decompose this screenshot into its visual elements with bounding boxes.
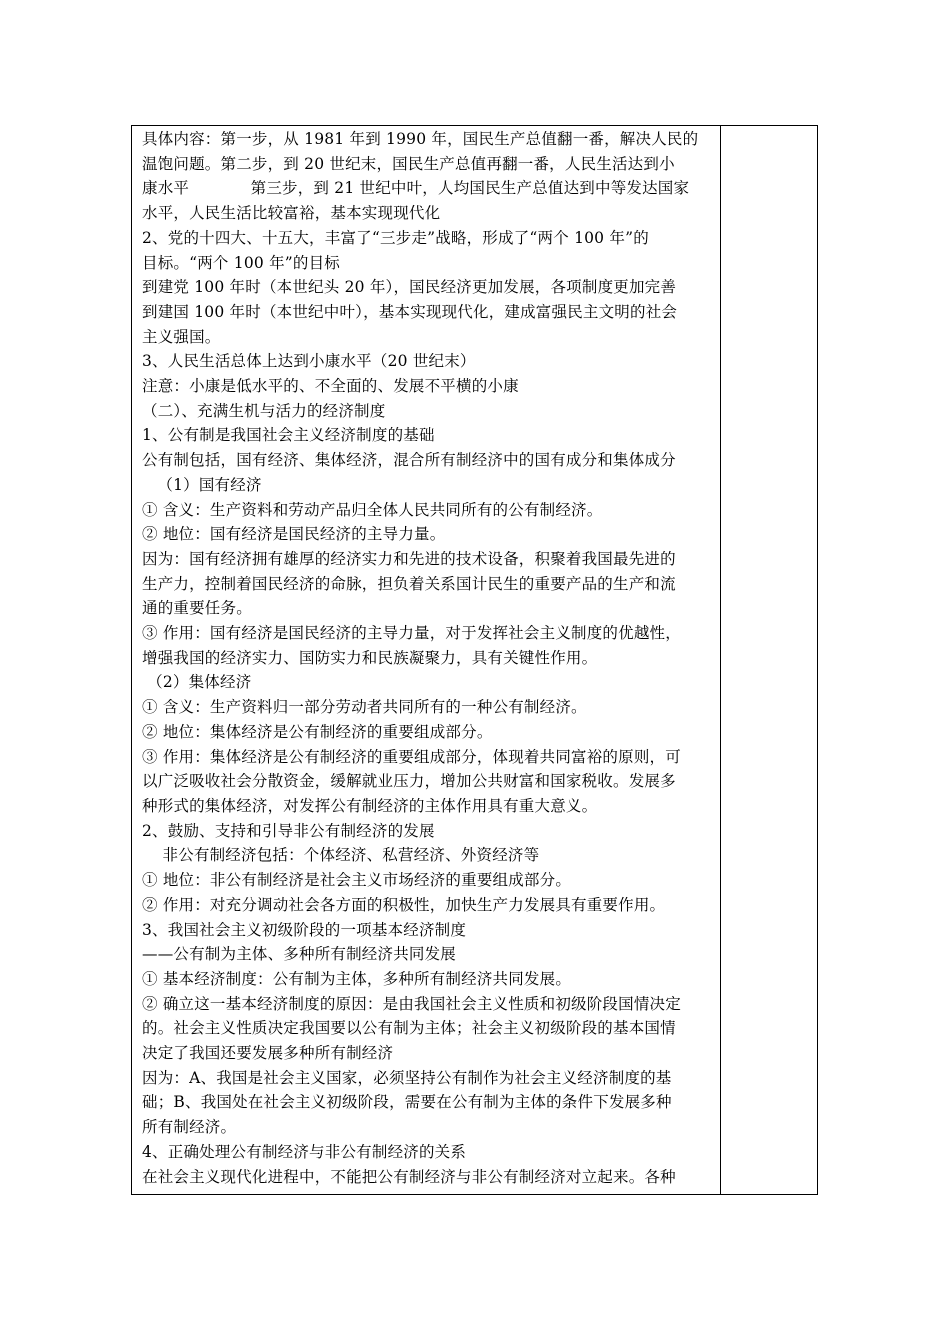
text-line: 到建党 100 年时（本世纪头 20 年），国民经济更加发展，各项制度更加完善 bbox=[142, 278, 677, 297]
text-line: 生产力，控制着国民经济的命脉，担负着关系国计民生的重要产品的生产和流 bbox=[142, 574, 676, 593]
text-line: 种形式的集体经济，对发挥公有制经济的主体作用具有重大意义。 bbox=[142, 796, 598, 815]
lesson-content bbox=[142, 127, 720, 1189]
text-line: 具体内容：第一步，从 1981 年到 1990 年，国民生产总值翻一番，解决人民的 bbox=[142, 130, 699, 148]
text-line: ② 地位：集体经济是公有制经济的重要组成部分。 bbox=[142, 722, 493, 741]
text-line: ② 确立这一基本经济制度的原因：是由我国社会主义性质和初级阶段国情决定 bbox=[142, 994, 681, 1013]
text-line: 3、人民生活总体上达到小康水平（20 世纪末） bbox=[142, 352, 476, 371]
text-line: 目标。“两个 100 年”的目标 bbox=[142, 253, 340, 272]
text-line: 2、鼓励、支持和引导非公有制经济的发展 bbox=[142, 821, 435, 840]
text-line: ① 地位：非公有制经济是社会主义市场经济的重要组成部分。 bbox=[142, 871, 572, 890]
text-line: 主义强国。 bbox=[142, 327, 221, 346]
text-line: 通的重要任务。 bbox=[142, 599, 252, 618]
text-line: ① 含义：生产资料和劳动产品归全体人民共同所有的公有制经济。 bbox=[142, 500, 603, 519]
text-line: 增强我国的经济实力、国防实力和民族凝聚力，具有关键性作用。 bbox=[142, 648, 598, 667]
text-line: ③ 作用：集体经济是公有制经济的重要组成部分，体现着共同富裕的原则，可 bbox=[142, 747, 681, 766]
text-line: 2、党的十四大、十五大，丰富了“三步走”战略，形成了“两个 100 年”的 bbox=[142, 228, 649, 247]
text-line: 因为：A、我国是社会主义国家，必须坚持公有制作为社会主义经济制度的基 bbox=[142, 1068, 672, 1087]
text-line: 公有制包括，国有经济、集体经济，混合所有制经济中的国有成分和集体成分 bbox=[142, 451, 676, 470]
text-line: 温饱问题。第二步，到 20 世纪末，国民生产总值再翻一番，人民生活达到小 bbox=[142, 154, 675, 173]
text-line: ① 含义：生产资料归一部分劳动者共同所有的一种公有制经济。 bbox=[142, 698, 587, 717]
text-line: ② 作用：对充分调动社会各方面的积极性，加快生产力发展具有重要作用。 bbox=[142, 895, 666, 914]
text-line: 水平，人民生活比较富裕，基本实现现代化 bbox=[142, 204, 441, 223]
text-line: ——公有制为主体、多种所有制经济共同发展 bbox=[142, 945, 457, 964]
subsection-heading: （1）国有经济 bbox=[142, 475, 262, 494]
text-line: 非公有制经济包括：个体经济、私营经济、外资经济等 bbox=[142, 846, 540, 865]
text-line: ③ 作用：国有经济是国民经济的主导力量，对于发挥社会主义制度的优越性， bbox=[142, 624, 681, 643]
subsection-heading: （2）集体经济 bbox=[142, 673, 252, 692]
notes-column bbox=[721, 126, 817, 1194]
text-line: 的。社会主义性质决定我国要以公有制为主体；社会主义初级阶段的基本国情 bbox=[142, 1019, 676, 1038]
text-line: 1、公有制是我国社会主义经济制度的基础 bbox=[142, 426, 435, 445]
text-line: ② 地位：国有经济是国民经济的主导力量。 bbox=[142, 525, 446, 544]
text-line: 3、我国社会主义初级阶段的一项基本经济制度 bbox=[142, 920, 467, 939]
text-line: 康水平 第三步，到 21 世纪中叶，人均国民生产总值达到中等发达国家 bbox=[142, 179, 690, 198]
section-heading: （二）、充满生机与活力的经济制度 bbox=[142, 401, 386, 420]
text-line: ① 基本经济制度：公有制为主体，多种所有制经济共同发展。 bbox=[142, 969, 572, 988]
text-line: 因为：国有经济拥有雄厚的经济实力和先进的技术设备，积聚着我国最先进的 bbox=[142, 549, 676, 568]
text-line: 到建国 100 年时（本世纪中叶），基本实现现代化，建成富强民主文明的社会 bbox=[142, 302, 678, 321]
text-line: 所有制经济。 bbox=[142, 1118, 237, 1137]
text-line: 在社会主义现代化进程中，不能把公有制经济与非公有制经济对立起来。各种 bbox=[142, 1167, 676, 1186]
text-line: 注意：小康是低水平的、不全面的、发展不平横的小康 bbox=[142, 377, 519, 396]
content-table bbox=[131, 125, 818, 1195]
text-line: 4、正确处理公有制经济与非公有制经济的关系 bbox=[142, 1142, 467, 1161]
text-line: 决定了我国还要发展多种所有制经济 bbox=[142, 1044, 394, 1063]
text-line: 础；B、我国处在社会主义初级阶段，需要在公有制为主体的条件下发展多种 bbox=[142, 1093, 672, 1112]
text-line: 以广泛吸收社会分散资金，缓解就业压力，增加公共财富和国家税收。发展多 bbox=[142, 772, 676, 791]
